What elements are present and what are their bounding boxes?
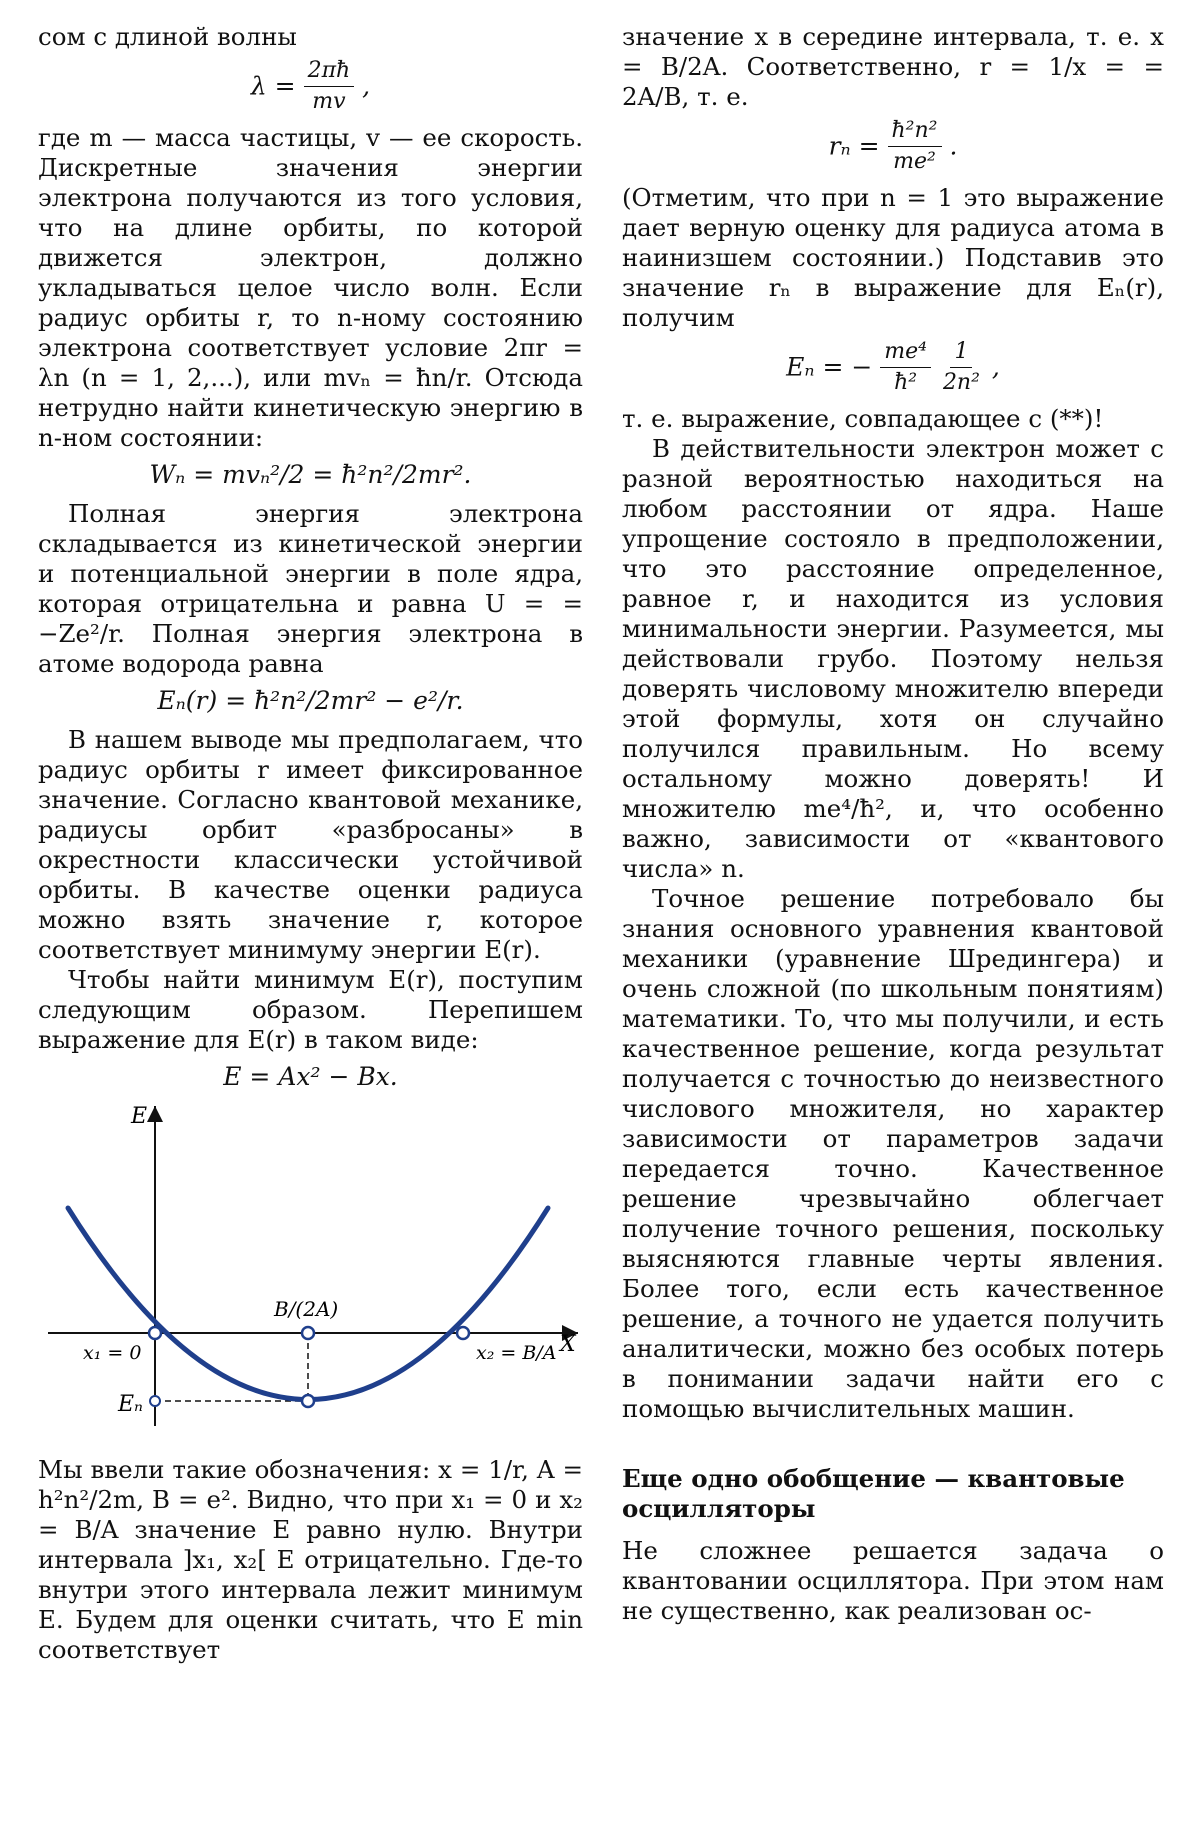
fraction bbox=[939, 339, 984, 396]
equation-total-energy: Eₙ(r) = ħ²n²/2mr² − e²/r. bbox=[157, 686, 464, 715]
equation-lhs: rₙ = bbox=[828, 131, 880, 161]
equation-lhs: λ = bbox=[250, 71, 296, 101]
fraction-numerator: 1 bbox=[950, 339, 972, 368]
fraction-denominator: mv bbox=[312, 89, 346, 114]
en-level-point bbox=[150, 1396, 160, 1406]
fraction bbox=[880, 339, 931, 396]
paragraph: Не сложнее решается задача о квантовании осциллятора. При этом нам не существенно, как реализован ос- bbox=[622, 1536, 1164, 1625]
fraction-denominator: ħ² bbox=[894, 370, 918, 395]
paragraph: т. е. выражение, совпадающее с (**)! bbox=[622, 404, 1104, 433]
paragraph: Точное решение потребовало бы знания основного уравнения квантовой механики (уравнение Шредингера) и очень сложной (по школьным понятиям) математики. То, что мы получили, и есть качественное решение, когда результат получается с точностью до неизвестного числового множителя, но характер зависимости от параметров задачи передается точно. Качественное решение чрезвычайно облегчает получение точного решения, поскольку выясняются главные черты явления. Более того, если есть качественное решение, а точного не удается получить аналитически, можно без особых потерь в понимании задачи найти его с помощью вычислительных машин. bbox=[622, 884, 1164, 1423]
spacer bbox=[622, 1524, 1164, 1536]
root-point-x2 bbox=[457, 1327, 469, 1339]
equation-kinetic-energy: Wₙ = mvₙ²/2 = ħ²n²/2mr². bbox=[149, 460, 472, 489]
paragraph: Мы ввели такие обозначения: x = 1/r, A = h²n²/2m, B = e². Видно, что при x₁ = 0 и x₂ = B/A значение E равно нулю. Внутри интервала ]x₁, x₂[ E отрицательно. Где-то внутри этого интервала лежит минимум E. Будем для оценки считать, что E min соответствует bbox=[38, 1455, 583, 1664]
equation-quadratic: E = Ax² − Bx. bbox=[223, 1062, 398, 1091]
equation-punctuation: . bbox=[949, 131, 958, 161]
midpoint-b-2a bbox=[302, 1327, 314, 1339]
label-b-over-2a: B/(2A) bbox=[274, 1297, 339, 1321]
paragraph: значение x в середине интервала, т. е. x = B/2A. Соответственно, r = 1/x = = 2A/B, т. е. bbox=[622, 22, 1164, 111]
label-x2: x₂ = B/A bbox=[476, 1342, 557, 1364]
paragraph: сом с длиной волны bbox=[38, 22, 297, 51]
equation-punctuation: , bbox=[362, 71, 371, 101]
paragraph: Чтобы найти минимум E(r), поступим следующим образом. Перепишем выражение для E(r) в таком виде: bbox=[38, 965, 583, 1054]
label-x1: x₁ = 0 bbox=[83, 1342, 142, 1364]
fraction-denominator: 2n² bbox=[942, 370, 980, 395]
fraction bbox=[304, 58, 355, 115]
equation-energy-level bbox=[622, 339, 1164, 396]
fraction bbox=[888, 118, 942, 175]
label-en: Eₙ bbox=[118, 1392, 143, 1417]
paragraph: где m — масса частицы, v — ее скорость. Дискретные значения энергии электрона получаются из того условия, что на длине орбиты, по которой движется электрон, должно укладываться целое число волн. Если радиус орбиты r, то n-ному состоянию электрона соответствует условие 2πr = λn (n = 1, 2,...), или mvₙ = ħn/r. Отсюда нетрудно найти кинетическую энергию в n-ном состоянии: bbox=[38, 123, 583, 452]
paragraph: В нашем выводе мы предполагаем, что радиус орбиты r имеет фиксированное значение. Согласно квантовой механике, радиусы орбит «разбросаны» в окрестности классически устойчивой орбиты. В качестве оценки радиуса можно взять значение r, которое соответствует минимуму энергии E(r). bbox=[38, 725, 583, 964]
fraction-numerator: me⁴ bbox=[880, 339, 931, 368]
section-heading: Еще одно обобщение — квантовые осцилляторы bbox=[622, 1464, 1125, 1523]
equation-wavelength bbox=[38, 58, 583, 115]
energy-parabola-figure bbox=[38, 1101, 583, 1441]
root-point-x1 bbox=[149, 1327, 161, 1339]
fraction-denominator: me² bbox=[893, 149, 936, 174]
label-x-axis: X bbox=[560, 1332, 576, 1357]
fraction-numerator: 2πħ bbox=[304, 58, 355, 87]
label-e-axis: E bbox=[131, 1104, 148, 1129]
right-column bbox=[622, 22, 1164, 1626]
paragraph: (Отметим, что при n = 1 это выражение дает верную оценку для радиуса атома в наинизшем состоянии.) Подставив это значение rₙ в выражение для Eₙ(r), получим bbox=[622, 183, 1164, 332]
paragraph: Полная энергия электрона складывается из кинетической энергии и потенциальной энергии в поле ядра, которая отрицательна и равна U = = −Ze²/r. Полная энергия электрона в атоме водорода равна bbox=[38, 499, 583, 678]
equation-radius bbox=[622, 118, 1164, 175]
minimum-point bbox=[302, 1395, 314, 1407]
fraction-numerator: ħ²n² bbox=[888, 118, 942, 147]
equation-lhs: Eₙ = − bbox=[786, 352, 873, 382]
equation-punctuation: , bbox=[991, 352, 1000, 382]
left-column bbox=[38, 22, 583, 1665]
paragraph: В действительности электрон может с разной вероятностью находиться на любом расстоянии от ядра. Наше упрощение состояло в предположении, что это расстояние определенное, равное r, и находится из условия минимальности энергии. Разумеется, мы действовали грубо. Поэтому нельзя доверять числовому множителю впереди этой формулы, хотя он случайно получился правильным. Но всему остальному можно доверять! И множителю me⁴/ħ², и, что особенно важно, зависимости от «квантового числа» n. bbox=[622, 434, 1164, 883]
figure-svg bbox=[38, 1101, 583, 1441]
